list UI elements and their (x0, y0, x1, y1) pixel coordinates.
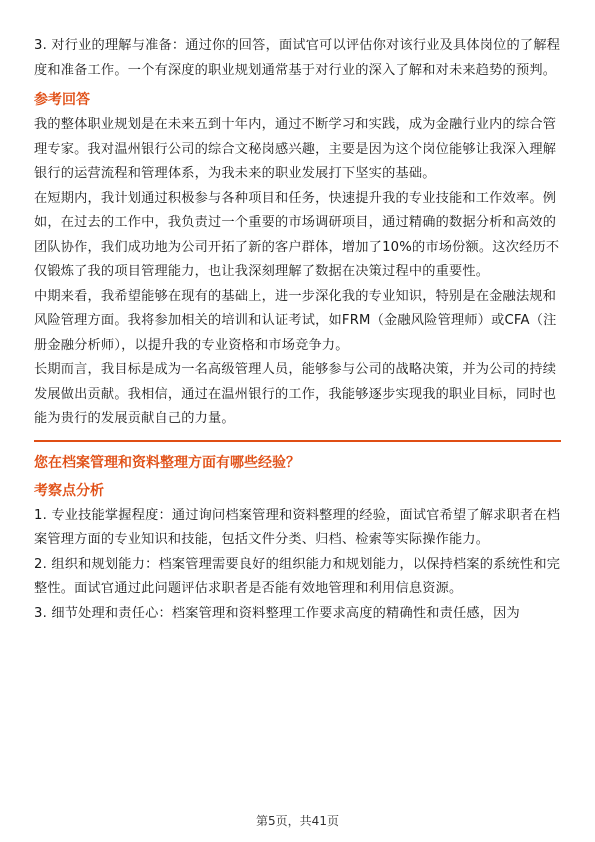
evaluation-point-3: 3. 对行业的理解与准备：通过你的回答，面试官可以评估你对该行业及具体岗位的了解程度和准备工作。一个有深度的职业规划通常基于对行业的深入了解和对未来趋势的预判。 (34, 38, 561, 78)
analysis-heading: 考察点分析 (34, 482, 104, 499)
answer-paragraph: 我的整体职业规划是在未来五到十年内，通过不断学习和实践，成为金融行业内的综合管理专家。我对温州银行公司的综合文秘岗感兴趣，主要是因为这个岗位能够让我深入理解银行的运营流程和管理体系，为我未来的职业发展打下坚实的基础。 (34, 117, 557, 181)
analysis-point: 2. 组织和规划能力：档案管理需要良好的组织能力和规划能力，以保持档案的系统性和完整性。面试官通过此问题评估求职者是否能有效地管理和利用信息资源。 (34, 556, 561, 596)
answer-paragraph: 在短期内，我计划通过积极参与各种项目和任务，快速提升我的专业技能和工作效率。例如，在过去的工作中，我负责过一个重要的市场调研项目，通过精确的数据分析和高效的团队协作，我们成功地为公司开拓了新的客户群体，增加了10%的市场份额。这次经历不仅锻炼了我的项目管理能力，也让我深刻理解了数据在决策过程中的重要性。 (34, 190, 560, 279)
document-page (34, 34, 561, 626)
reference-answer-heading: 参考回答 (34, 92, 90, 108)
analysis-point: 3. 细节处理和责任心：档案管理和资料整理工作要求高度的精确性和责任感，因为 (34, 605, 520, 621)
interview-question: 您在档案管理和资料整理方面有哪些经验？ (34, 454, 300, 471)
answer-paragraph: 中期来看，我希望能够在现有的基础上，进一步深化我的专业知识，特别是在金融法规和风险管理方面。我将参加相关的培训和认证考试，如FRM（金融风险管理师）或CFA（注册金融分析师），以提升我的专业资格和市场竞争力。 (34, 288, 557, 353)
answer-paragraph: 长期而言，我目标是成为一名高级管理人员，能够参与公司的战略决策，并为公司的持续发展做出贡献。我相信，通过在温州银行的工作，我能够逐步实现我的职业目标，同时也能为贵行的发展贡献自己的力量。 (34, 362, 557, 426)
section-divider (34, 440, 561, 442)
page-number: 第5页，共41页 (256, 814, 339, 828)
analysis-point: 1. 专业技能掌握程度：通过询问档案管理和资料整理的经验，面试官希望了解求职者在档案管理方面的专业知识和技能，包括文件分类、归档、检索等实际操作能力。 (34, 507, 561, 547)
